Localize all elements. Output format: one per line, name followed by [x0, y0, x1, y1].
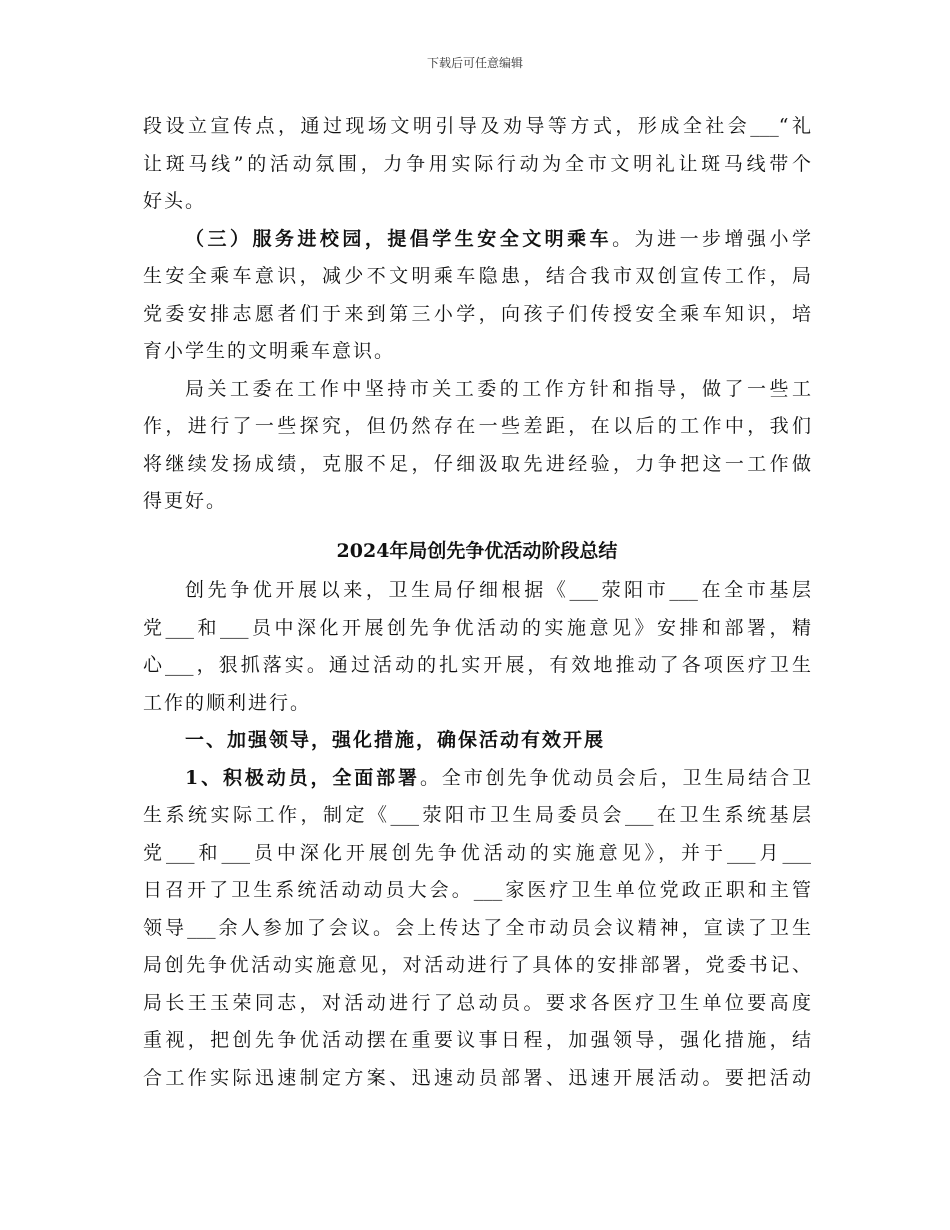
- paragraph-line: 好头。: [143, 190, 207, 212]
- paragraph-line: 育小学生的文明乘车意识。: [143, 340, 396, 362]
- paragraph-line: 局长王玉荣同志，对活动进行了总动员。要求各医疗卫生单位要高度: [143, 991, 811, 1014]
- document-body: [143, 108, 811, 1097]
- paragraph-line: 党委安排志愿者们于来到第三小学，向孩子们传授安全乘车知识，培: [143, 302, 811, 325]
- paragraph-line: 局关工委在工作中坚持市关工委的工作方针和指导，做了一些工: [185, 377, 811, 400]
- paragraph-line: 生系统实际工作，制定《___荥阳市卫生局委员会___在卫生系统基层: [143, 804, 811, 826]
- paragraph-line: 局创先争优活动实施意见，对活动进行了具体的安排部署，党委书记、: [143, 954, 811, 976]
- paragraph-line: 段设立宣传点，通过现场文明引导及劝导等方式，形成全社会___“礼: [143, 115, 811, 137]
- page-header-note: 下载后可任意编辑: [426, 56, 523, 70]
- paragraph-line: 作，进行了一些探究，但仍然存在一些差距，在以后的工作中，我们: [143, 415, 811, 437]
- paragraph-line: 党___和___员中深化开展创先争优活动的实施意见》，并于___月___: [143, 841, 811, 864]
- paragraph-text: 。为进一步增强小学: [612, 227, 811, 250]
- paragraph-line: 将继续发扬成绩，克服不足，仔细汲取先进经验，力争把这一工作做: [143, 452, 811, 475]
- paragraph-line: 重视，把创先争优活动摆在重要议事日程，加强领导，强化措施，结: [143, 1029, 811, 1051]
- paragraph-line: 心___，狠抓落实。通过活动的扎实开展，有效地推动了各项医疗卫生: [143, 654, 811, 676]
- paragraph-line: 合工作实际迅速制定方案、迅速动员部署、迅速开展活动。要把活动: [143, 1066, 811, 1089]
- paragraph-line: 领导___余人参加了会议。会上传达了全市动员会议精神，宣读了卫生: [143, 916, 811, 939]
- section-heading: 一、加强领导，强化措施，确保活动有效开展: [185, 729, 606, 751]
- paragraph-line: 生安全乘车意识，减少不文明乘车隐患，结合我市双创宣传工作，局: [143, 265, 811, 287]
- paragraph-line: 工作的顺利进行。: [143, 691, 312, 714]
- paragraph-line: 创先争优开展以来，卫生局仔细根据《___荥阳市___在全市基层: [185, 579, 811, 601]
- paragraph-line: 日召开了卫生系统活动动员大会。___家医疗卫生单位党政正职和主管: [143, 879, 811, 901]
- section-heading: （三）服务进校园，提倡学生安全文明乘车: [185, 227, 613, 250]
- paragraph-line: 得更好。: [143, 490, 228, 512]
- document-title: 2024年局创先争优活动阶段总结: [336, 539, 618, 562]
- section-heading-line: [143, 221, 811, 259]
- paragraph-text: 。全市创先争优动员会后，卫生局结合卫: [419, 766, 811, 789]
- subsection-heading: 1、积极动员，全面部署: [185, 766, 420, 789]
- paragraph-line: 党___和___员中深化开展创先争优活动的实施意见》安排和部署，精: [143, 616, 811, 639]
- paragraph-line: 让斑马线”的活动氛围，力争用实际行动为全市文明礼让斑马线带个: [143, 152, 811, 175]
- subsection-heading-line: [143, 760, 811, 798]
